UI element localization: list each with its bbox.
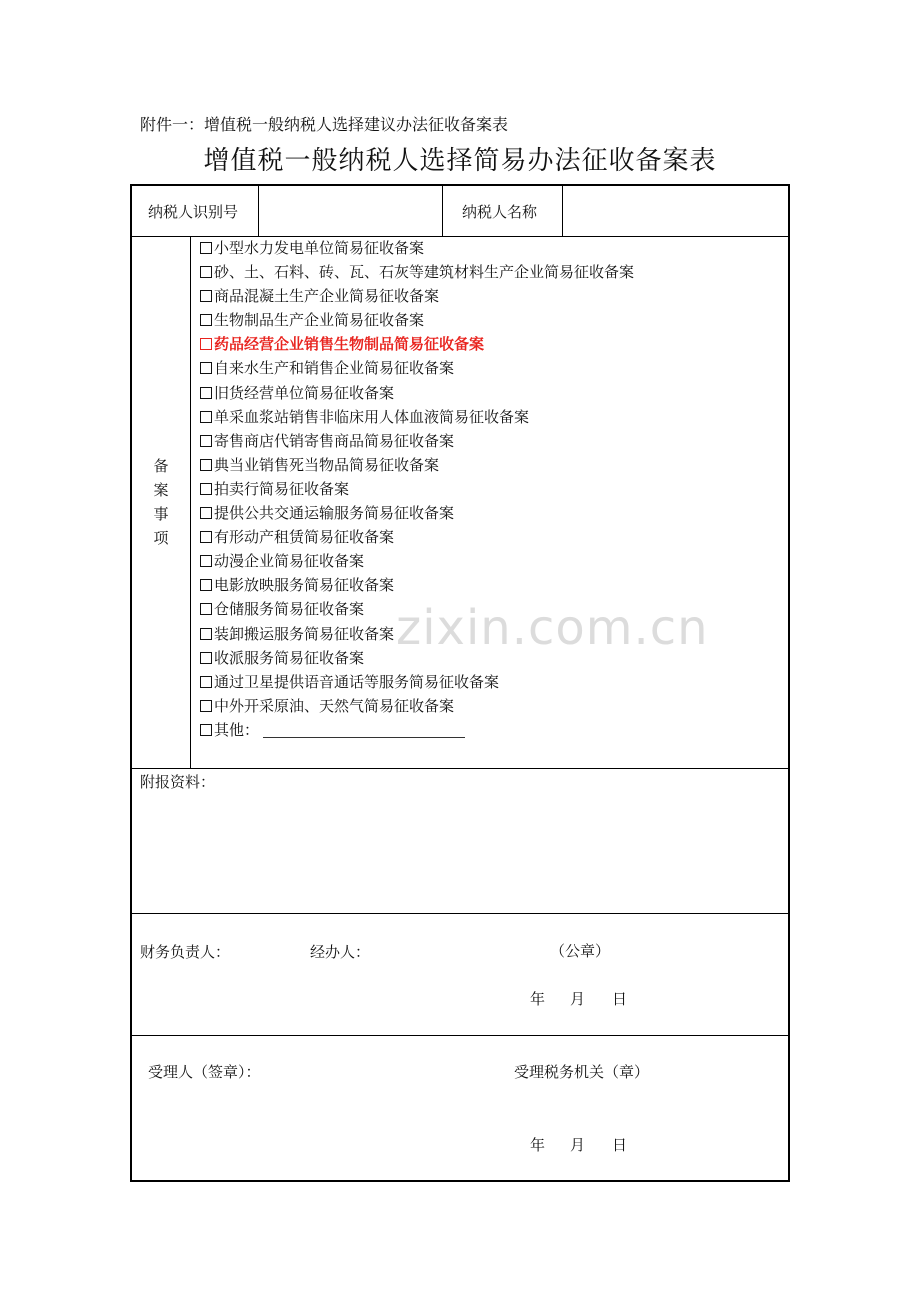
date-month: 月 [570,1136,586,1154]
filing-item-label: 自来水生产和销售企业简易征收备案 [214,359,455,378]
filing-item-label: 提供公共交通运输服务简易征收备案 [214,504,455,523]
checkbox-icon[interactable] [200,435,212,447]
filing-item[interactable] [200,405,634,429]
filing-item[interactable] [200,429,634,453]
filing-item-label: 寄售商店代销寄售商品简易征收备案 [214,431,455,450]
filing-item[interactable] [200,308,634,332]
checkbox-icon[interactable] [200,652,212,664]
filing-items-list [200,236,634,742]
filing-item-label: 砂、土、石料、砖、瓦、石灰等建筑材料生产企业简易征收备案 [214,263,635,282]
filing-item-highlighted[interactable] [200,332,634,356]
filing-item-label: 拍卖行简易征收备案 [214,479,350,498]
filing-item-label: 单采血浆站销售非临床用人体血液简易征收备案 [214,407,530,426]
date-year: 年 [530,1136,546,1154]
filing-item[interactable] [200,284,634,308]
taxpayer-id-field[interactable] [268,202,432,222]
handler-label: 经办人： [310,943,371,961]
divider [132,913,788,914]
checkbox-icon[interactable] [200,362,212,374]
filing-item[interactable] [200,477,634,501]
checkbox-icon[interactable] [200,507,212,519]
attachments-label: 附报资料： [140,773,216,791]
filing-item[interactable] [200,694,634,718]
tax-authority-label: 受理税务机关（章） [514,1063,650,1081]
filing-item-label: 有形动产租赁简易征收备案 [214,528,395,547]
checkbox-icon[interactable] [200,579,212,591]
checkbox-icon[interactable] [200,242,212,254]
filing-item[interactable] [200,573,634,597]
checkbox-icon[interactable] [200,483,212,495]
divider [132,1035,788,1036]
checkbox-icon[interactable] [200,555,212,567]
filing-items-label [132,454,190,550]
filing-item-label: 典当业销售死当物品简易征收备案 [214,455,440,474]
checkbox-icon[interactable] [200,338,212,350]
filing-item[interactable] [200,525,634,549]
filing-item[interactable] [200,453,634,477]
filing-item-label: 通过卫星提供语音通话等服务简易征收备案 [214,672,500,691]
checkbox-icon[interactable] [200,603,212,615]
checkbox-icon[interactable] [200,531,212,543]
attachments-area[interactable] [140,796,780,906]
other-input-line[interactable] [263,723,465,738]
other-label: 其他： [214,720,260,739]
filing-item-label: 旧货经营单位简易征收备案 [214,383,395,402]
date-day: 日 [612,1136,628,1154]
checkbox-icon[interactable] [200,387,212,399]
filing-item-label: 收派服务简易征收备案 [214,648,365,667]
filing-item-label: 小型水力发电单位简易征收备案 [214,239,425,257]
checkbox-icon[interactable] [200,700,212,712]
filing-item[interactable] [200,549,634,573]
filing-item[interactable] [200,670,634,694]
filing-item[interactable] [200,381,634,405]
checkbox-icon[interactable] [200,724,212,736]
filing-item-label: 仓储服务简易征收备案 [214,600,365,619]
date-month: 月 [570,990,586,1008]
taxpayer-name-label: 纳税人名称 [462,203,538,221]
checkbox-icon[interactable] [200,459,212,471]
checkbox-icon[interactable] [200,290,212,302]
filing-item-label: 商品混凝土生产企业简易征收备案 [214,287,440,306]
filing-item[interactable] [200,501,634,525]
checkbox-icon[interactable] [200,676,212,688]
filing-items-label-char: 项 [153,529,169,547]
filing-item[interactable] [200,260,634,284]
filing-item[interactable] [200,356,634,380]
checkbox-icon[interactable] [200,628,212,640]
filing-item-label: 动漫企业简易征收备案 [214,552,365,571]
filing-item-other[interactable] [200,718,634,742]
official-seal-label: （公章） [550,942,611,960]
finance-head-label: 财务负责人： [140,943,231,961]
taxpayer-name-field[interactable] [572,202,778,222]
filing-items-label-char: 案 [153,481,169,499]
filing-item-label: 装卸搬运服务简易征收备案 [214,624,395,643]
filing-item-label: 电影放映服务简易征收备案 [214,576,395,595]
checkbox-icon[interactable] [200,314,212,326]
attachment-line: 附件一：增值税一般纳税人选择建议办法征收备案表 [140,115,509,134]
checkbox-icon[interactable] [200,411,212,423]
filing-item-label: 生物制品生产企业简易征收备案 [214,311,425,330]
filing-item-label: 药品经营企业销售生物制品简易征收备案 [214,335,485,354]
divider [132,768,788,769]
filing-items-label-char: 事 [153,505,169,523]
filing-items-label-char: 备 [153,457,169,475]
taxpayer-id-label: 纳税人识别号 [148,203,239,221]
divider [258,186,259,236]
divider [190,236,191,768]
divider [562,186,563,236]
filing-form [130,184,790,1182]
checkbox-icon[interactable] [200,266,212,278]
filing-item-label: 中外开采原油、天然气简易征收备案 [214,696,455,715]
document-title: 增值税一般纳税人选择简易办法征收备案表 [203,146,717,176]
divider [442,186,443,236]
watermark: zixin.com.cn [396,600,709,656]
date-year: 年 [530,990,546,1008]
date-day: 日 [612,990,628,1008]
filing-item[interactable] [200,236,634,260]
acceptor-label: 受理人（签章）： [148,1063,261,1081]
